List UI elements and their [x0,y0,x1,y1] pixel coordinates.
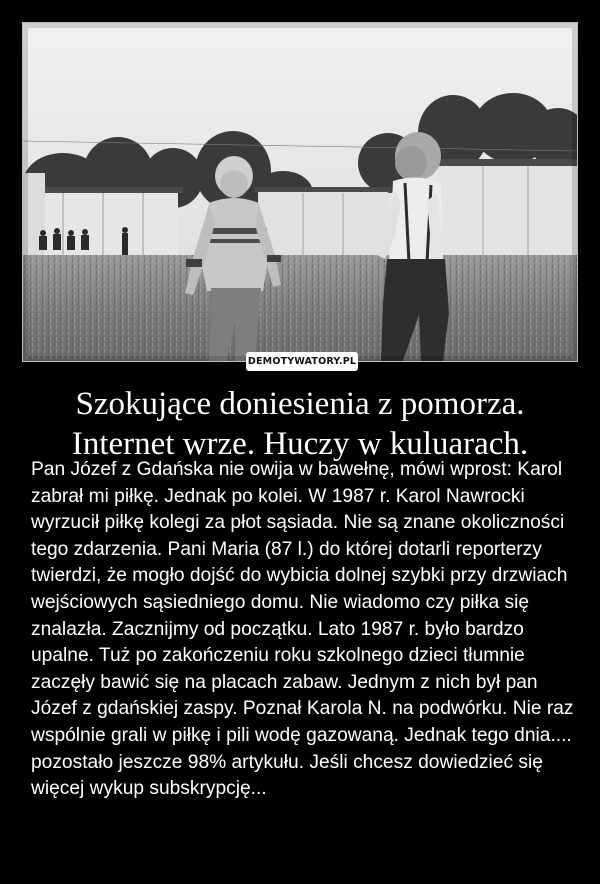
watermark-badge: DEMOTYWATORY.PL [246,352,358,371]
photo [23,23,577,361]
title-line-2: Internet wrze. Huczy w kuluarach. [71,426,529,462]
page-title [20,384,580,464]
article-body: Pan Józef z Gdańska nie owija w bawełnę, mówi wprost: Karol zabrał mi piłkę. Jednak po kolei. W 1987 r. Karol Nawrocki wyrzucił piłkę kolegi za płot sąsiada. Nie są znane okoliczności tego zdarzenia. Pani Maria (87 l.) do której dotarli reporterzy twierdzi, że mogło dojść do wybicia dolnej szybki przy drzwiach wejściowych sąsiedniego domu. Nie wiadomo czy piłka się znalazła. Zacznijmy od początku. Lato 1987 r. było bardzo upalne. Tuż po zakończeniu roku szkolnego dzieci tłumnie zaczęły bawić się na placach zabaw. Jednym z nich był pan Józef z gdańskiej zaspy. Poznał Karola N. na podwórku. Nie raz wspólnie grali w piłkę i pili wodę gazowaną. Jednak tego dnia.... pozostało jeszcze 98% artykułu. Jeśli chcesz dowiedzieć się więcej wykup subskrypcję... [31,459,574,800]
title-line-1: Szokujące doniesienia z pomorza. [75,386,525,422]
